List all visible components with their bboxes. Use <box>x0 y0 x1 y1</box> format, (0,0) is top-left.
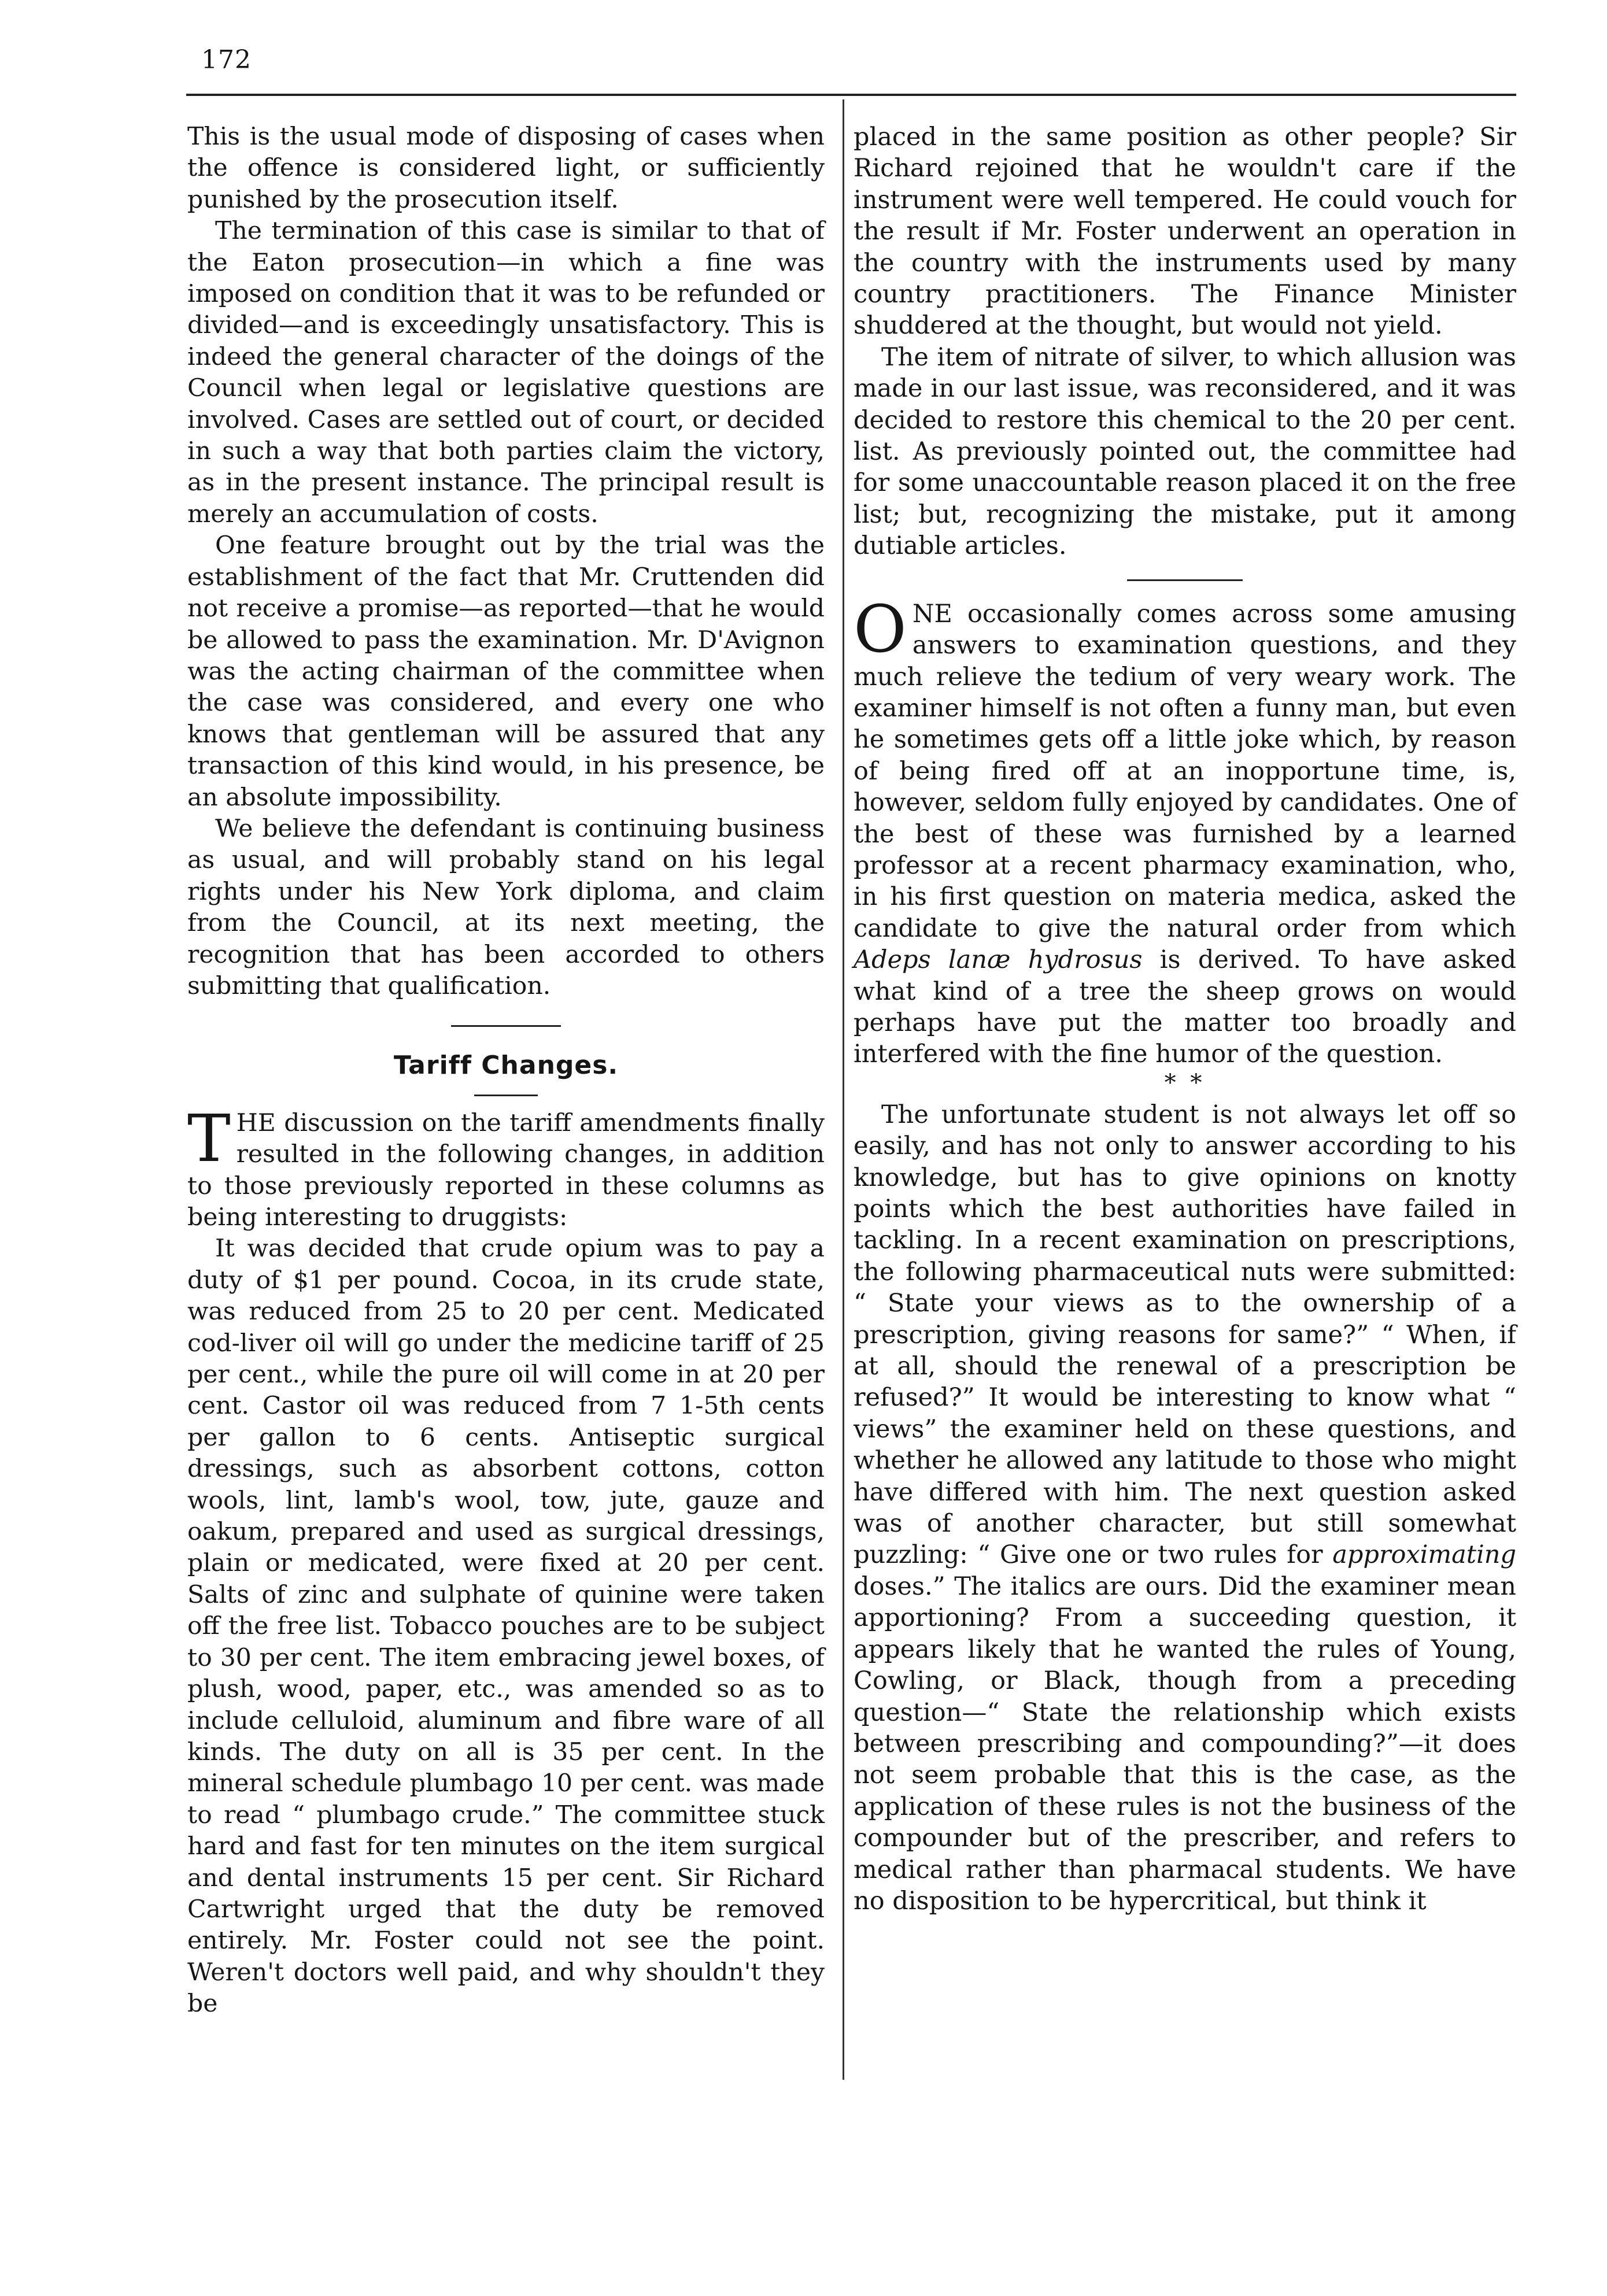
student-paragraph <box>854 1099 1516 1917</box>
tariff-details-paragraph: It was decided that crude opium was to pay a duty of $1 per pound. Cocoa, in its crude state, was reduced from 25 to 20 per cent. Medicated cod-liver oil will go under the medicine tariff of 25 per cent., while the pure oil will come in at 20 per cent. Castor oil was reduced from 7 1-5th cents per gallon to 6 cents. Antiseptic surgical dressings, such as absorbent cottons, cotton wools, lint, lamb's wool, tow, jute, gauze and oakum, prepared and used as surgical dressings, plain or medicated, were fixed at 20 per cent. Salts of zinc and sulphate of quinine were taken off the free list. Tobacco pouches are to be subject to 30 per cent. The item embracing jewel boxes, of plush, wood, paper, etc., was amended so as to include celluloid, aluminum and fibre ware of all kinds. The duty on all is 35 per cent. In the mineral schedule plumbago 10 per cent. was made to read “ plumbago crude.” The committee stuck hard and fast for ten minutes on the item surgical and dental instruments 15 per cent. Sir Richard Cartwright urged that the duty be removed entirely. Mr. Foster could not see the point. Weren't doctors well paid, and why shouldn't they be <box>187 1234 825 2018</box>
drop-cap-o: O <box>854 591 907 667</box>
left-paragraph-4: We believe the defendant is continuing business as usual, and will probably stand on his legal rights under his New York diploma, and claim from the Council, at its next meeting, the recognition that has been accorded to others submitting that qualification. <box>187 814 825 1000</box>
right-paragraph-2: The item of nitrate of silver, to which allusion was made in our last issue, was reconsidered, and it was decided to restore this chemical to the 20 per cent. list. As previously pointed out, the committee had for some unaccountable reason placed it on the free list; but, recognizing the mistake, put it among dutiable articles. <box>854 342 1516 561</box>
exam-text-b: is derived. To have asked what kind of a tree the sheep grows on would perhaps have put the matter too broadly and interfered with the fine humor of the question. <box>854 945 1516 1069</box>
tariff-intro-text: HE discussion on the tariff amendments finally resulted in the following changes, in addition to those previously reported in these columns as being interesting to druggists: <box>187 1108 825 1232</box>
student-italic-term: approximating <box>1332 1540 1516 1570</box>
tariff-intro-paragraph <box>187 1101 825 1234</box>
drop-cap-t: T <box>187 1101 231 1177</box>
right-column <box>854 121 1516 1917</box>
student-text-a: The unfortunate student is not always let off so easily, and has not only to answer according to his knowledge, but has to give opinions on knotty points which the best authorities have failed in tackling. In a recent examination on prescriptions, the following pharmaceutical nuts were submitted: “ State your views as to the ownership of a prescription, giving reasons for same?” “ When, if at all, should the renewal of a prescription be refused?” It would be interesting to know what “ views” the examiner held on these questions, and whether he allowed any latitude to those who might have differed with him. The next question asked was of another character, but still somewhat puzzling: “ Give one or two rules for <box>854 1100 1516 1570</box>
page-number: 172 <box>201 45 252 75</box>
header-rule <box>186 94 1516 96</box>
title-rule <box>474 1095 538 1096</box>
left-column <box>187 121 825 2020</box>
asterism: * * <box>1164 1069 1206 1096</box>
left-paragraph-3: One feature brought out by the trial was the establishment of the fact that Mr. Cruttenden did not receive a promise—as reported—that he would be allowed to pass the examination. Mr. D'Avignon was the acting chairman of the committee when the case was considered, and every one who knows that gentleman will be assured that any transaction of this kind would, in his presence, be an absolute impossibility. <box>187 531 825 812</box>
section-title: Tariff Changes. <box>393 1051 619 1081</box>
left-paragraph-2: The termination of this case is similar to that of the Eaton prosecution—in which a fine was imposed on condition that it was to be refunded or divided—and is exceedingly unsatisfactory. This is indeed the general character of the doings of the Council when legal or legislative questions are involved. Cases are settled out of court, or decided in such a way that both parties claim the victory, as in the present instance. The principal result is merely an accumulation of costs. <box>187 217 825 528</box>
exam-text-a: NE occasionally comes across some amusing answers to examination questions, and they much relieve the tedium of very weary work. The examiner himself is not often a funny man, but even he sometimes gets off a little joke which, by reason of being fired off at an inopportune time, is, however, seldom fully enjoyed by candidates. One of the best of these was furnished by a learned professor at a recent pharmacy examination, who, in his first question on materia medica, asked the candidate to give the natural order from which <box>854 599 1516 943</box>
exam-italic-term: Adeps lanæ hydrosus <box>854 945 1143 975</box>
column-divider <box>843 99 844 2080</box>
section-separator <box>451 1025 561 1027</box>
student-text-b: doses.” The italics are ours. Did the examiner mean apportioning? From a succeeding question, it appears likely that he wanted the rules of Young, Cowling, or Black, though from a preceding question—“ State the relationship which exists between prescribing and compounding?”—it does not seem probable that this is the case, as the application of these rules is not the business of the compounder but of the prescriber, and refers to medical rather than pharmacal students. We have no disposition to be hypercritical, but think it <box>854 1572 1516 1916</box>
left-paragraph-1: This is the usual mode of disposing of cases when the offence is considered light, or sufficiently punished by the prosecution itself. <box>187 123 825 214</box>
exam-paragraph <box>854 591 1516 1070</box>
right-paragraph-1: placed in the same position as other people? Sir Richard rejoined that he wouldn't care if the instrument were well tempered. He could vouch for the result if Mr. Foster underwent an operation in the country with the instruments used by many country practitioners. The Finance Minister shuddered at the thought, but would not yield. <box>854 123 1516 341</box>
section-separator-right <box>1127 579 1243 581</box>
